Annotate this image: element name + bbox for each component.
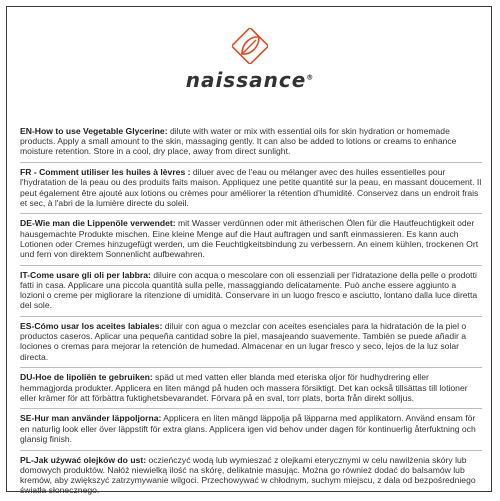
divider [20,213,482,214]
brand-name: naissance® [185,68,315,92]
divider [20,408,482,409]
section-du: DU-Hoe de lipoliën te gebruiken: späd ut med vatten eller blanda med eteriska oljor för hudhydrering eller hemmagjorda produkter. Applicera en liten mängd på huden och massera försiktigt. Det kan också tillsättas till lotioner eller krämer för att förbättra fuktighetsbevarandet. Förvara på en sval, torr plats, borta från direkt solljus. [20,372,468,403]
divider [20,367,482,368]
section-es: ES-Cómo usar los aceites labiales: diluir con agua o mezclar con aceites esenciales para la hidratación de la piel o productos caseros. Aplicar una pequeña cantidad sobre la piel, masajeando suavemente. También se puede añadir a lociones o cremas para mejorar la retención de humedad. Almacenar en un lugar fresco y seco, lejos de la luz solar directa. [20,321,467,362]
divider [20,265,482,266]
section-fr: FR - Comment utiliser les huiles à lèvres : diluer avec de l'eau ou mélanger avec des huiles essentielles pour l'hydratation de la peau ou des produits faits maison. Appliquez une petite quantité sur la peau, en massant doucement. Il peut également être ajouté aux lotions ou crèmes pour améliorer la rétention d'humidité. Conservez dans un endroit frais et sec, à l'abri de la lumière directe du soleil. [20,167,482,208]
section-en: EN-How to use Vegetable Glycerine: dilute with water or mix with essential oils for skin hydration or homemade products. Apply a small amount to the skin, massaging gently. It can also be added to lotions or creams to enhance moisture retention. Store in a cool, dry place, away from direct sunlight. [20,126,457,157]
leaf-logo-icon [232,28,268,64]
divider [20,316,482,317]
section-it: IT-Come usare gli oli per labbra: diluire con acqua o mescolare con oli essenziali per l'idratazione della pelle o prodotti fatti in casa. Applicare una piccola quantità sulla pelle, massaggiando delicatamente. Può anche essere aggiunto a lozioni o creme per migliorare la ritenzione di umidità. Conservare in un luogo fresco e asciutto, lontano dalla luce diretta del sole. [20,269,478,311]
section-se: SE-Hur man använder läppoljorna: Applicera en liten mängd läppolja på läpparna med applikatorn. Använd ensam för en naturlig look eller över läppstift för extra glans. Applicera igen vid behov under dagen för kontinuerlig återfuktning och glansig finish. [20,413,476,444]
divider [20,162,482,163]
section-pl: PL-Jak używać olejków do ust: oczieńczyć wodą lub wymieszać z olejkami eterycznymi w celu nawilżenia skóry lub domowych produktów. Nałóż niewielką ilość na skórę, delikatnie masując. Można go również dodać do balsamów lub kremów, aby zwiększyć zatrzymywanie wilgoci. Przechowywać w chłodnym, suchym miejscu, z dala od bezpośredniego światła słonecznego. [20,454,476,496]
section-de: DE-Wie man die Lippenöle verwendet: mit Wasser verdünnen oder mit ätherischen Ölen für die Hautfeuchtigkeit oder hausgemachte Produkte mischen. Eine kleine Menge auf die Haut auftragen und sanft einmassieren. Es kann auch Lotionen oder Cremes hinzugefügt werden, um die Feuchtigkeitsbindung zu verbessern. An einem kühlen, trockenen Ort und fern von direktem Sonnenlicht aufbewahren. [20,218,479,260]
divider [20,450,482,451]
instructions [20,126,482,501]
brand-logo [0,28,500,92]
